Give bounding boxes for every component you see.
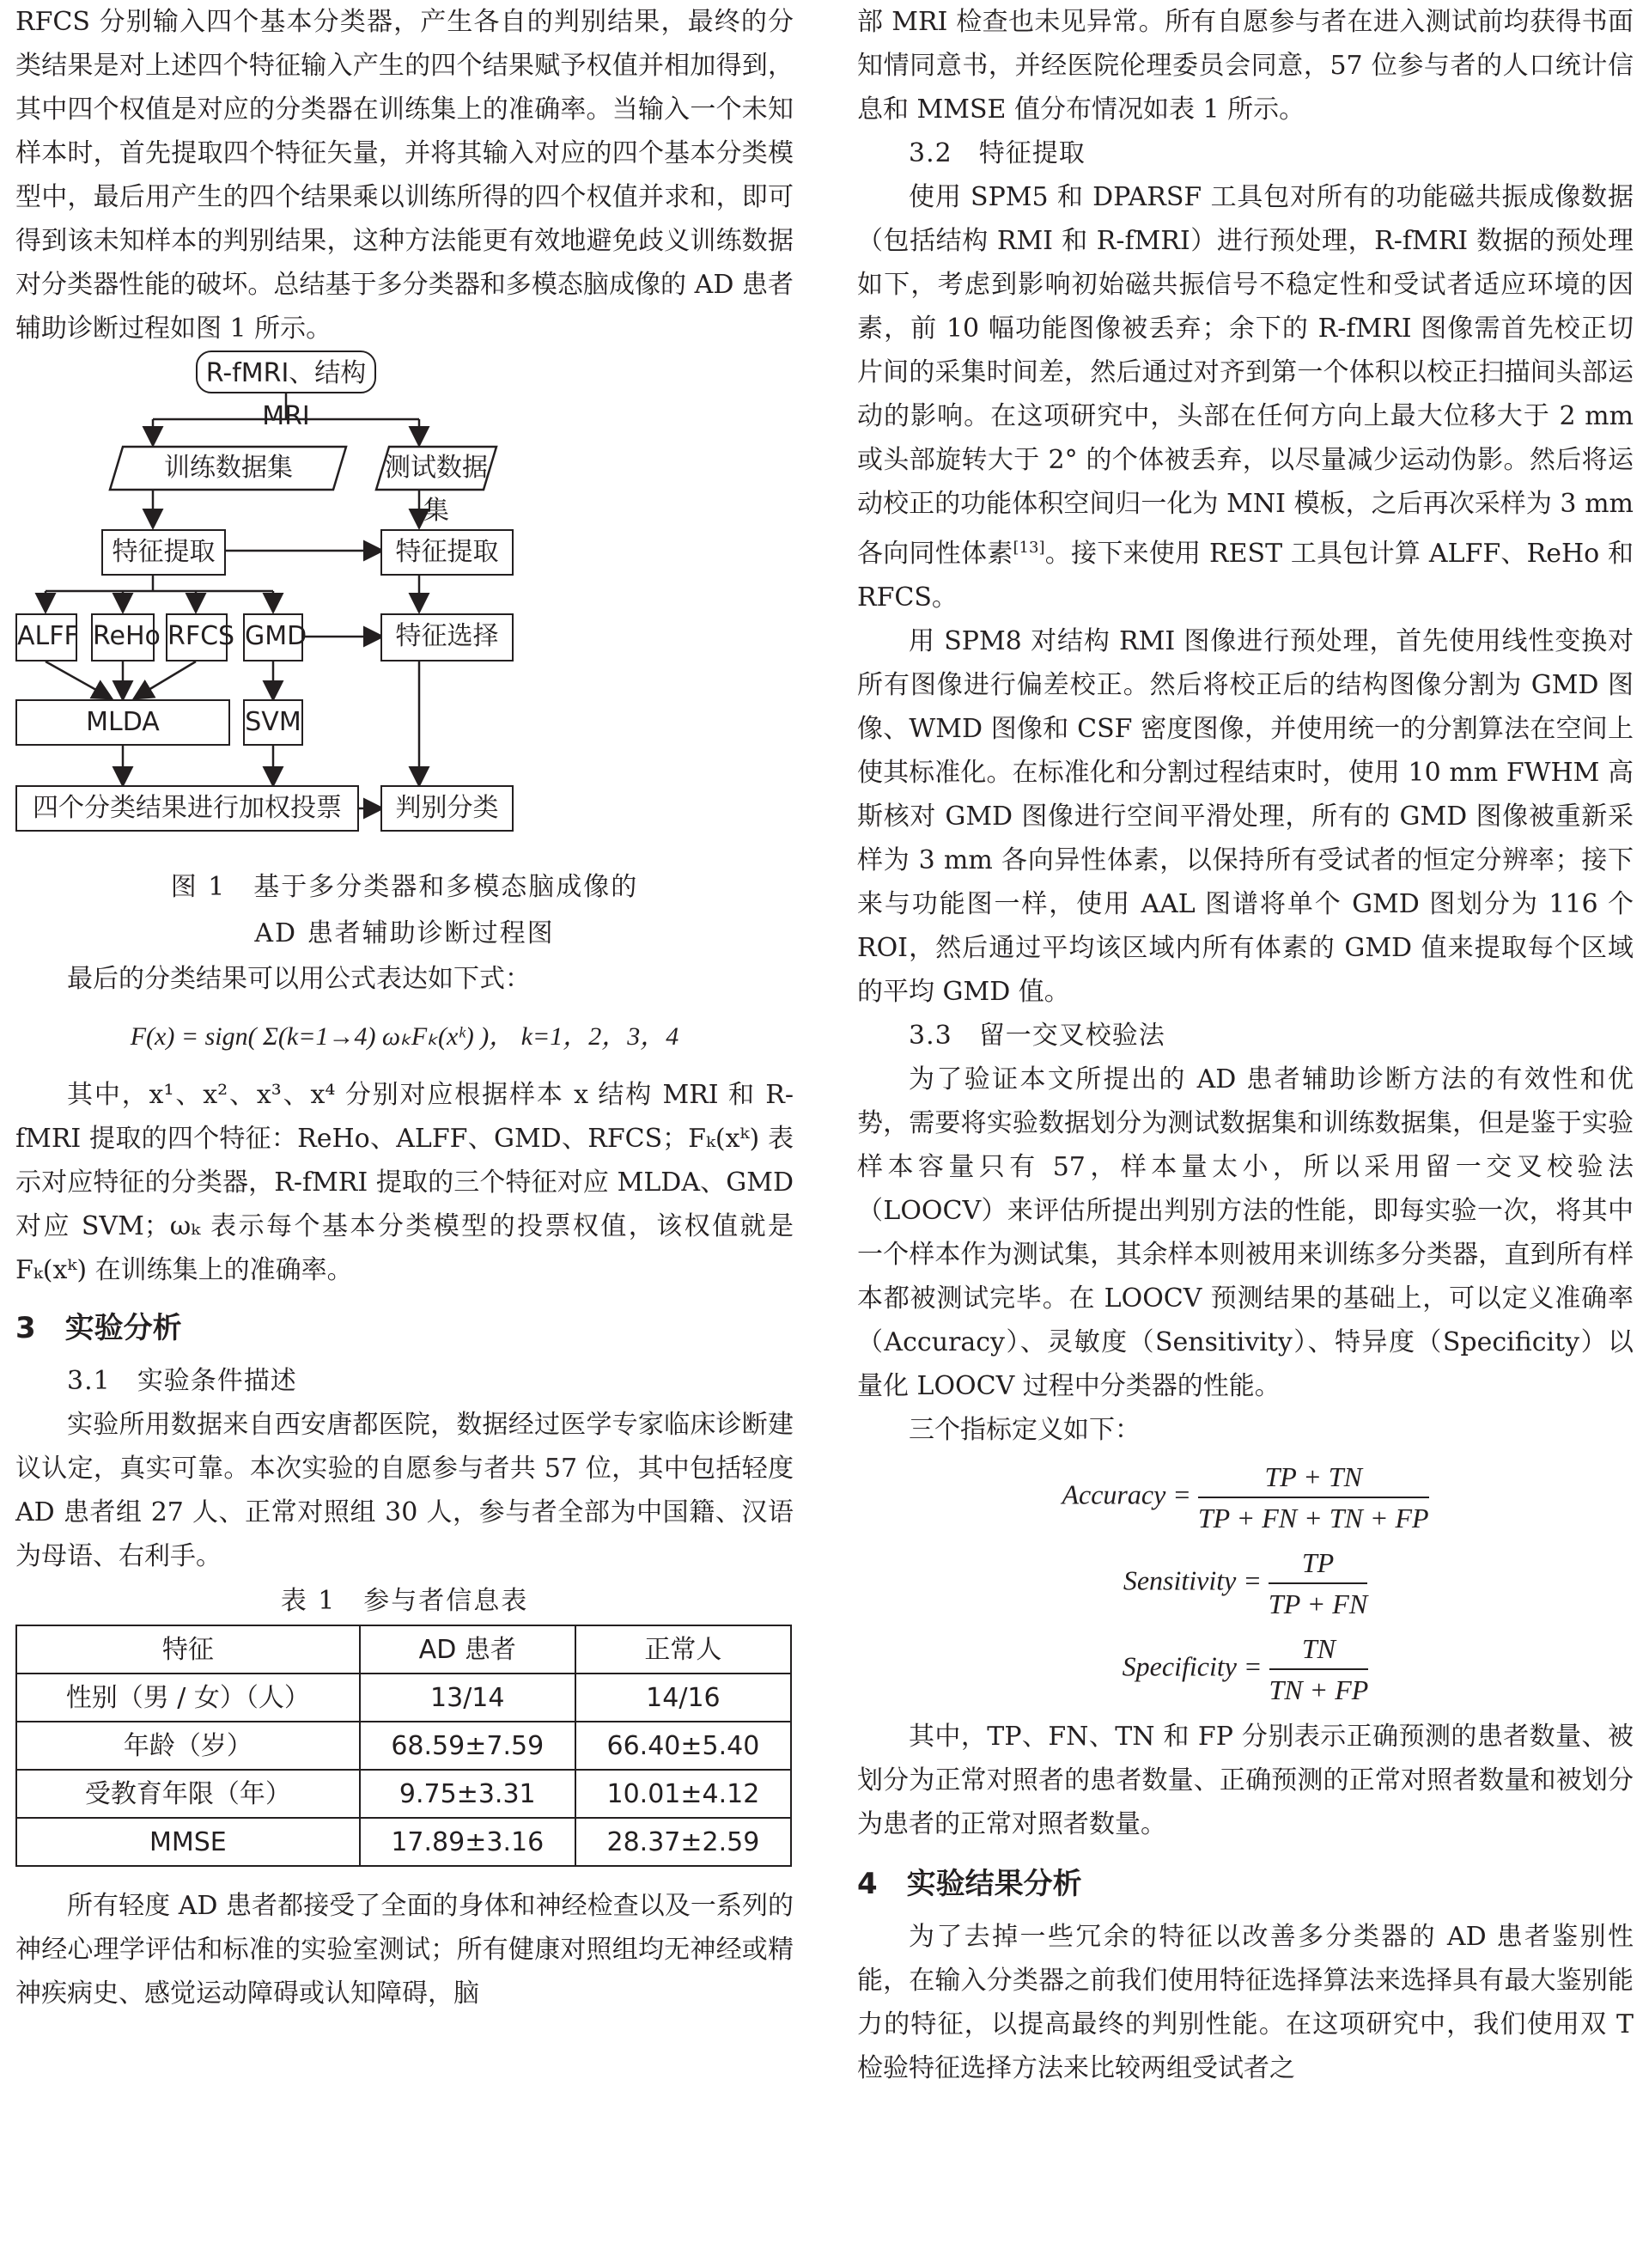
table-cell: 17.89±3.16 — [360, 1818, 575, 1866]
after-table-paragraph: 所有轻度 AD 患者都接受了全面的身体和神经检查以及一系列的神经心理学评估和标准的实验室测试；所有健康对照组均无神经或精神疾病史、感觉运动障碍或认知障碍，脑 — [15, 1891, 794, 2009]
table-cell: 性别（男 / 女）（人） — [16, 1674, 360, 1722]
node-gmd: GMD — [243, 613, 303, 662]
table-caption: 表 1 参与者信息表 — [280, 1586, 529, 1616]
table-cell: 年龄（岁） — [16, 1722, 360, 1770]
node-rfcs: RFCS — [166, 613, 228, 662]
sensitivity-denominator: TP + FN — [1268, 1588, 1368, 1619]
formula-explanation: 其中，x¹、x²、x³、x⁴ 分别对应根据样本 x 结构 MRI 和 R-fMRI 提取的四个特征：ReHo、ALFF、GMD、RFCS；Fₖ(xᵏ) 表示对应特征的分类器，R-fMRI 提取的三个特征对应 MLDA、GMD 对应 SVM；ωₖ 表示每个基本分类模型的投票权值，该权值就是 Fₖ(xᵏ) 在训练集上的准确率。 — [15, 1080, 794, 1285]
accuracy-numerator: TP + TN — [1198, 1457, 1429, 1498]
equation-accuracy — [857, 1457, 1634, 1538]
node-feature-extract-left: 特征提取 — [101, 529, 226, 576]
node-alff: ALFF — [15, 613, 77, 662]
accuracy-lhs: Accuracy = — [1062, 1478, 1191, 1510]
table-cell: 68.59±7.59 — [360, 1722, 575, 1770]
section-3-2-heading: 3.2 特征提取 — [909, 138, 1086, 168]
node-svm: SVM — [243, 699, 303, 746]
figure-1-flowchart — [15, 357, 794, 967]
formula-intro: 最后的分类结果可以用公式表达如下式： — [67, 964, 531, 994]
specificity-numerator: TN — [1269, 1629, 1369, 1670]
specificity-fraction — [1269, 1629, 1369, 1710]
section-3-2-paragraph-a — [857, 175, 1634, 619]
node-feature-select: 特征选择 — [380, 613, 514, 662]
table-cell: 28.37±2.59 — [575, 1818, 791, 1866]
table-cell: 14/16 — [575, 1674, 791, 1722]
section-3-2-text-b: 。接下来使用 REST 工具包计算 ALFF、ReHo 和 RFCS。 — [857, 539, 1634, 613]
table-header-cell: AD 患者 — [360, 1625, 575, 1674]
figure-caption-line2: AD 患者辅助诊断过程图 — [254, 918, 555, 948]
table-cell: 9.75±3.31 — [360, 1770, 575, 1818]
table-cell: 13/14 — [360, 1674, 575, 1722]
node-mlda: MLDA — [15, 699, 230, 746]
section-4-paragraph: 为了去掉一些冗余的特征以改善多分类器的 AD 患者鉴别性能，在输入分类器之前我们使用特征选择算法来选择具有最大鉴别能力的特征，以提高最终的判别性能。在这项研究中，我们使用双 T 检验特征选择方法来比较两组受试者之 — [857, 1922, 1634, 2083]
intro-paragraph: RFCS 分别输入四个基本分类器，产生各自的判别结果，最终的分类结果是对上述四个特征输入产生的四个结果赋予权值并相加得到，其中四个权值是对应的分类器在训练集上的准确率。当输入一个未知样本时，首先提取四个特征矢量，并将其输入对应的四个基本分类模型中，最后用产生的四个结果乘以训练所得的四个权值并求和，即可得到该未知样本的判别结果，这种方法能更有效地避免歧义训练数据对分类器性能的破坏。总结基于多分类器和多模态脑成像的 AD 患者辅助诊断过程如图 1 所示。 — [15, 7, 794, 344]
sensitivity-numerator: TP — [1269, 1543, 1367, 1584]
node-classify: 判别分类 — [380, 785, 514, 832]
figure-caption-line1: 图 1 基于多分类器和多模态脑成像的 — [170, 872, 639, 902]
left-column — [15, 0, 794, 2015]
citation-ref[interactable]: [13] — [1013, 539, 1045, 557]
metrics-explanation: 其中，TP、FN、TN 和 FP 分别表示正确预测的患者数量、被划分为正常对照者的患者数量、正确预测的正常对照者数量和被划分为患者的正常对照者数量。 — [857, 1722, 1634, 1839]
node-train-set: 训练数据集 — [164, 453, 293, 483]
sensitivity-lhs: Sensitivity = — [1123, 1564, 1262, 1596]
node-feature-extract-right: 特征提取 — [380, 529, 514, 576]
accuracy-denominator: TP + FN + TN + FP — [1197, 1503, 1429, 1533]
table-header-row — [16, 1625, 791, 1674]
table-cell: 受教育年限（年） — [16, 1770, 360, 1818]
node-reho: ReHo — [91, 613, 155, 662]
participant-table — [15, 1625, 792, 1867]
metrics-intro: 三个指标定义如下： — [909, 1415, 1141, 1445]
sensitivity-fraction — [1269, 1543, 1367, 1624]
section-4-heading: 4 实验结果分析 — [857, 1867, 1082, 1901]
section-3-1-heading: 3.1 实验条件描述 — [67, 1366, 297, 1396]
section-3-3-heading: 3.3 留一交叉校验法 — [909, 1021, 1165, 1051]
accuracy-fraction — [1198, 1457, 1429, 1538]
section-3-3-paragraph: 为了验证本文所提出的 AD 患者辅助诊断方法的有效性和优势，需要将实验数据划分为测试数据集和训练数据集，但是鉴于实验样本容量只有 57，样本量太小，所以采用留一交叉校验法（LOOCV）来评估所提出判别方法的性能，即每实验一次，将其中一个样本作为测试集，其余样本则被用来训练多分类器，直到所有样本都被测试完毕。在 LOOCV 预测结果的基础上，可以定义准确率（Accuracy）、灵敏度（Sensitivity）、特异度（Specificity）以量化 LOOCV 过程中分类器的性能。 — [857, 1064, 1634, 1401]
equation-specificity — [857, 1629, 1634, 1710]
formula-main: F(x) = sign( Σ(k=1→4) ωₖFₖ(xᵏ) )， k=1，2，3，4 — [130, 1022, 679, 1051]
section-3-heading: 3 实验分析 — [15, 1311, 182, 1345]
continued-paragraph: 部 MRI 检查也未见异常。所有自愿参与者在进入测试前均获得书面知情同意书，并经医院伦理委员会同意，57 位参与者的人口统计信息和 MMSE 值分布情况如表 1 所示。 — [857, 7, 1634, 125]
table-header-cell: 正常人 — [575, 1625, 791, 1674]
section-3-2-text-a: 使用 SPM5 和 DPARSF 工具包对所有的功能磁共振成像数据（包括结构 RMI 和 R-fMRI）进行预处理，R-fMRI 数据的预处理如下，考虑到影响初始磁共振信号不稳定性和受试者适应环境的因素，前 10 幅功能图像被丢弃；余下的 R-fMRI 图像需首先校正切片间的采集时间差，然后通过对齐到第一个体积以校正扫描间头部运动的影响。在这项研究中，头部在任何方向上最大位移大于 2 mm 或头部旋转大于 2° 的个体被丢弃，以尽量减少运动伪影。然后将运动校正的功能体积空间归一化为 MNI 模板，之后再次采样为 3 mm 各向同性体素 — [857, 182, 1634, 569]
specificity-lhs: Specificity = — [1122, 1650, 1263, 1682]
table-row — [16, 1722, 791, 1770]
table-header-cell: 特征 — [16, 1625, 360, 1674]
node-test-set: 测试数据集 — [385, 453, 488, 526]
section-3-2-paragraph-b: 用 SPM8 对结构 RMI 图像进行预处理，首先使用线性变换对所有图像进行偏差校正。然后将校正后的结构图像分割为 GMD 图像、WMD 图像和 CSF 密度图像，并使用统一的分割算法在空间上使其标准化。在标准化和分割过程结束时，使用 10 mm FWHM 高斯核对 GMD 图像进行空间平滑处理，所有的 GMD 图像被重新采样为 3 mm 各向异性体素，以保持所有受试者的恒定分辨率；接下来与功能图一样，使用 AAL 图谱将单个 GMD 图划分为 116 个 ROI，然后通过平均该区域内所有体素的 GMD 值来提取每个区域的平均 GMD 值。 — [857, 626, 1634, 1007]
table-row — [16, 1770, 791, 1818]
section-3-1-paragraph: 实验所用数据来自西安唐都医院，数据经过医学专家临床诊断建议认定，真实可靠。本次实验的自愿参与者共 57 位，其中包括轻度 AD 患者组 27 人、正常对照组 30 人，参与者全部为中国籍、汉语为母语、右利手。 — [15, 1410, 794, 1571]
right-column — [857, 0, 1634, 2090]
table-row — [16, 1818, 791, 1866]
equation-sensitivity — [857, 1543, 1634, 1624]
table-cell: 10.01±4.12 — [575, 1770, 791, 1818]
node-weighted-vote: 四个分类结果进行加权投票 — [15, 785, 359, 832]
table-row — [16, 1674, 791, 1722]
specificity-denominator: TN + FP — [1269, 1674, 1369, 1705]
node-start: R-fMRI、结构 MRI — [196, 351, 376, 393]
table-cell: MMSE — [16, 1818, 360, 1866]
table-cell: 66.40±5.40 — [575, 1722, 791, 1770]
